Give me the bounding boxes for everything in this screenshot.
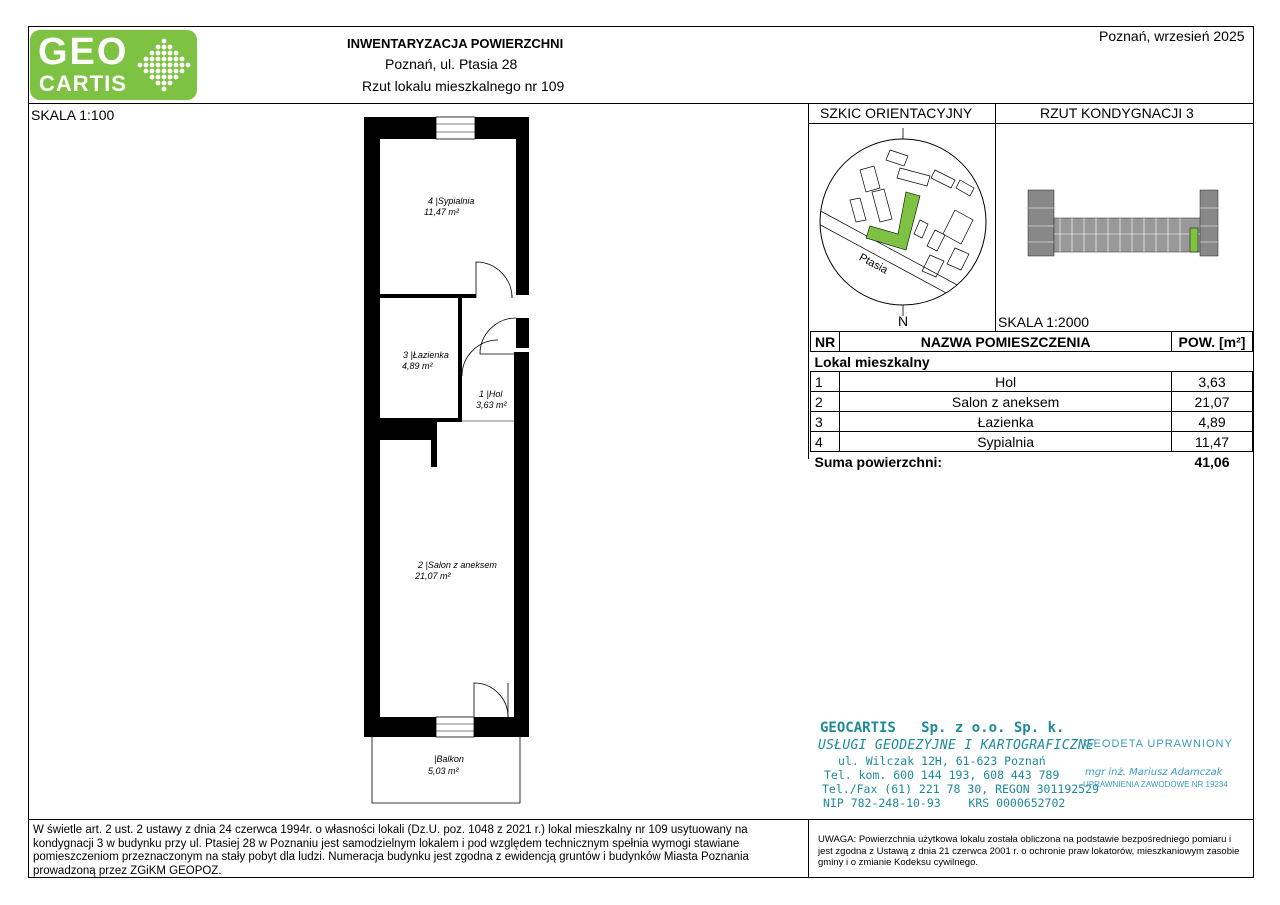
header-area: POW. [m²]: [1172, 332, 1253, 352]
table-group-row: [811, 352, 1253, 372]
surveyor-license: UPRAWNIENIA ZAWODOWE NR 19234: [1083, 780, 1228, 789]
sketch-title: SZKIC ORIENTACYJNY: [820, 105, 973, 121]
company-nip: NIP 782-248-10-93 KRS 0000652702: [823, 796, 1066, 810]
room-area: 21,07 m²: [415, 571, 451, 581]
surveyor-title: GEODETA UPRAWNIONY: [1084, 738, 1233, 750]
row-name: Salon z aneksem: [840, 392, 1172, 412]
row-name: Sypialnia: [840, 432, 1172, 452]
logo-text-bottom: CARTIS: [39, 71, 127, 96]
surveyor-name: mgr inż. Mariusz Adamczak: [1085, 767, 1223, 778]
room-name: 3 |Łazienka: [403, 350, 449, 360]
header-address: Poznań, ul. Ptasia 28: [385, 56, 518, 72]
room-name: 4 |Sypialnia: [428, 196, 475, 206]
legal-line: prowadzoną przez ZGiKM GEOPOZ.: [33, 864, 222, 877]
room-name: 1 |Hol: [479, 389, 503, 399]
header-name: NAZWA POMIESZCZENIA: [840, 332, 1172, 352]
rooms-table: [810, 331, 1253, 471]
row-area: 4,89: [1172, 412, 1253, 432]
sum-value: 41,06: [1172, 452, 1253, 472]
row-area: 3,63: [1172, 372, 1253, 392]
floorplan-scale: SKALA 1:2000: [998, 314, 1090, 330]
table-row: [811, 392, 1253, 412]
header-subtitle: Rzut lokalu mieszkalnego nr 109: [362, 78, 565, 94]
north-arrow-icon: N: [898, 313, 909, 329]
table-row: [811, 412, 1253, 432]
legal-line: UWAGA: Powierzchnia użytkowa lokalu została obliczona na podstawie bezpośredniego pomiaru i: [818, 834, 1232, 845]
legal-left: [33, 824, 803, 878]
floorplan-highlight-unit: [1190, 228, 1198, 252]
room-name: 2 |Salon z aneksem: [418, 560, 497, 570]
legal-line: pomieszczeniom przeznaczonym na stały pobyt dla ludzi. Numeracja budynku jest zgodna z ewidencją gruntów i budynków Miasta Poznania: [33, 851, 749, 863]
row-nr: 1: [811, 372, 840, 392]
legal-line: kondygnacji 3 w budynku przy ul. Ptasiej 28 w Poznaniu jest samodzielnym lokalem i pod względem technicznym spełnia wymogi stawiane: [33, 837, 740, 850]
sum-label: Suma powierzchni:: [811, 452, 1172, 472]
plan-scale: SKALA 1:100: [31, 107, 115, 123]
table-header-row: [811, 332, 1253, 352]
row-name: Hol: [840, 372, 1172, 392]
sketch-street-label: Ptasia: [856, 251, 890, 277]
header-title: INWENTARYZACJA POWIERZCHNI: [347, 36, 564, 51]
company-address: ul. Wilczak 12H, 61-623 Poznań: [838, 754, 1046, 768]
legal-line: W świetle art. 2 ust. 2 ustawy z dnia 24 czerwca 1994r. o własności lokali (Dz.U. poz. 1048 z 2021 r.) lokal mieszkalny nr 109 usytuowany na: [33, 824, 748, 836]
row-area: 21,07: [1172, 392, 1253, 412]
company-fax: Tel./Fax (61) 221 78 30, REGON 301192529: [822, 782, 1099, 796]
company-name: GEOCARTIS Sp. z o.o. Sp. k.: [820, 720, 1065, 736]
table-row: [811, 372, 1253, 392]
legal-right: [818, 834, 1250, 869]
header-nr: NR: [811, 332, 840, 352]
row-nr: 3: [811, 412, 840, 432]
legal-line: jest zgodna z Ustawą z dnia 21 czerwca 2001 r. o ochronie praw lokatorów, mieszkaniowym zasobie: [818, 845, 1240, 857]
company-services: USŁUGI GEODEZYJNE I KARTOGRAFICZNE: [818, 738, 1095, 753]
header-date: Poznań, wrzesień 2025: [1099, 28, 1245, 44]
legal-line: gminy i o zmianie Kodeksu cywilnego.: [818, 857, 978, 868]
row-name: Łazienka: [840, 412, 1172, 432]
row-nr: 4: [811, 432, 840, 452]
logo-text-top: GEO: [38, 31, 129, 73]
room-area: 3,63 m²: [476, 400, 507, 410]
table-sum-row: [811, 452, 1253, 472]
row-nr: 2: [811, 392, 840, 412]
company-phone: Tel. kom. 600 144 193, 608 443 789: [824, 768, 1060, 782]
room-area: 11,47 m²: [424, 207, 459, 217]
group-label: Lokal mieszkalny: [811, 352, 1253, 372]
room-area: 4,89 m²: [402, 361, 433, 371]
floorplan-title: RZUT KONDYGNACJI 3: [1040, 105, 1194, 121]
table-row: [811, 432, 1253, 452]
row-area: 11,47: [1172, 432, 1253, 452]
room-area: 5,03 m²: [428, 766, 459, 776]
room-name: |Balkon: [434, 754, 464, 764]
